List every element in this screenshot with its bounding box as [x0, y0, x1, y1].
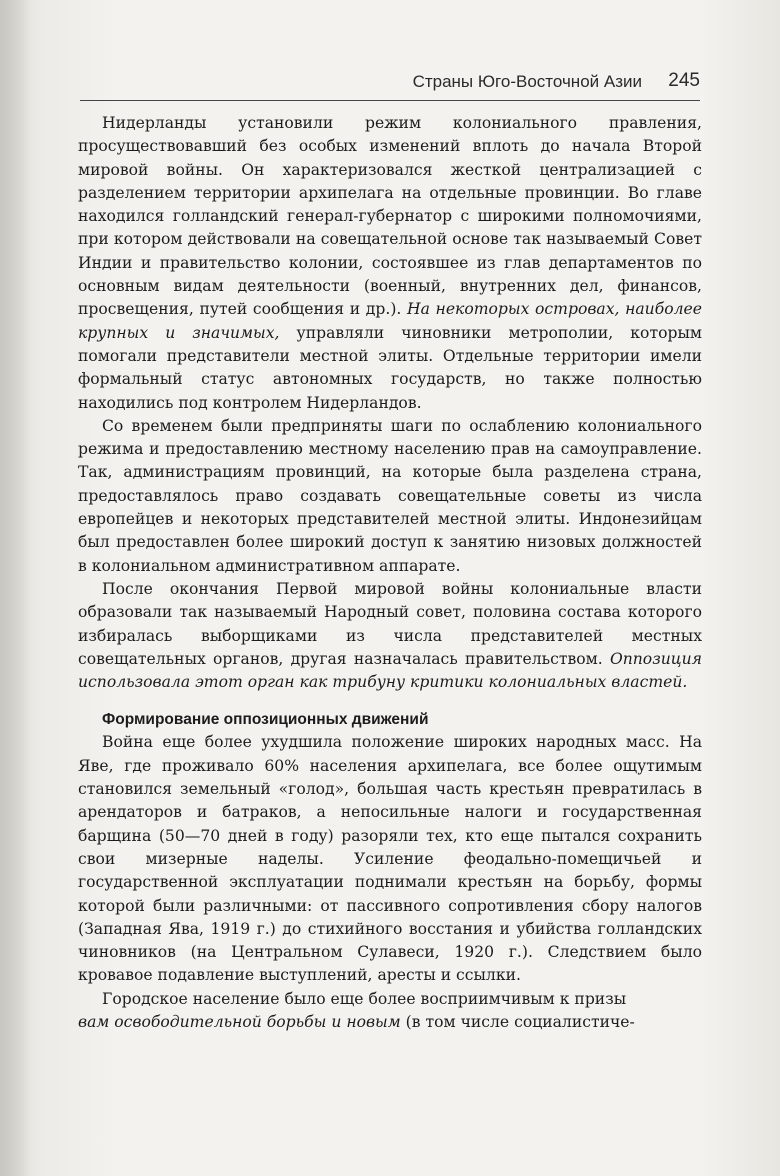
running-title: Страны Юго-Восточной Азии	[412, 72, 642, 91]
paragraph-1-text: Нидерланды установили режим колониального правления, просуществовавший без особых изменений вплоть до начала Второй мировой войны. Он характеризовался жесткой централизацией с разделением территории архипелага на отдельные провинции. Во главе находился голландский генерал-губернатор с широкими полномочиями, при котором действовали на совещательной основе так называемый Совет Индии и правительство колонии, состоявшее из глав департаментов по основным видам деятельности (военный, внутренних дел, финансов, просвещения, путей сообщения и др.).	[78, 114, 702, 319]
paragraph-4	[78, 731, 702, 987]
section-heading: Формирование оппозиционных движений	[102, 711, 429, 729]
paragraph-5-text: Городское население было еще более восприимчивым к призы	[102, 989, 627, 1008]
page-number: 245	[668, 70, 700, 91]
header-rule	[80, 100, 700, 101]
paragraph-3-text: После окончания Первой мировой войны колониальные власти образовали так называемый Народный совет, половина состава которого избиралась выборщиками из числа представителей местных совещательных органов, другая назначалась правительством.	[78, 579, 702, 668]
paragraph-1-text-end: управляли чиновники метрополии, которым помогали представители местной элиты. Отдельные территории имели формальный статус автономных государств, но также полностью находились под контролем Нидерландов.	[78, 323, 702, 412]
page-gutter-shadow	[0, 0, 30, 1176]
paragraph-3	[78, 578, 702, 694]
paragraph-5	[78, 988, 702, 1035]
paragraph-1-italic: На некоторых островах, наиболее крупных и значимых,	[78, 300, 702, 342]
paragraph-5-italic: вам освободительной борьбы и новым	[78, 1012, 401, 1031]
paragraph-4-text: Война еще более ухудшила положение широких народных масс. На Яве, где проживало 60% населения архипелага, все более ощутимым становился земельный «голод», большая часть крестьян превратилась в арендаторов и батраков, а непосильные налоги и государственная барщина (50—70 дней в году) разоряли тех, кто еще пытался сохранить свои мизерные наделы. Усиление феодально-помещичьей и государственной эксплуатации поднимали крестьян на борьбу, формы которой были различными: от пассивного сопротивления сбору налогов (Западная Ява, 1919 г.) до стихийного восстания и убийства голландских чиновников (на Центральном Сулавеси, 1920 г.). Следствием было кровавое подавление выступлений, аресты и ссылки.	[78, 733, 702, 985]
paragraph-2-text: Со временем были предприняты шаги по ослаблению колониального режима и предоставлению местному населению прав на самоуправление. Так, администрациям провинций, на которые была разделена страна, предоставлялось право создавать совещательные советы из числа европейцев и некоторых представителей местной элиты. Индонезийцам был предоставлен более широкий доступ к занятию низовых должностей в колониальном административном аппарате.	[78, 416, 702, 575]
paragraph-1	[78, 112, 702, 415]
body-text	[78, 112, 702, 1034]
paragraph-3-italic: Оппозиция использовала этот орган как трибуну критики колониальных властей.	[78, 649, 702, 692]
page-header	[80, 70, 700, 100]
paragraph-2	[78, 415, 702, 578]
paragraph-5-text-end: (в том числе социалистиче-	[400, 1012, 635, 1031]
